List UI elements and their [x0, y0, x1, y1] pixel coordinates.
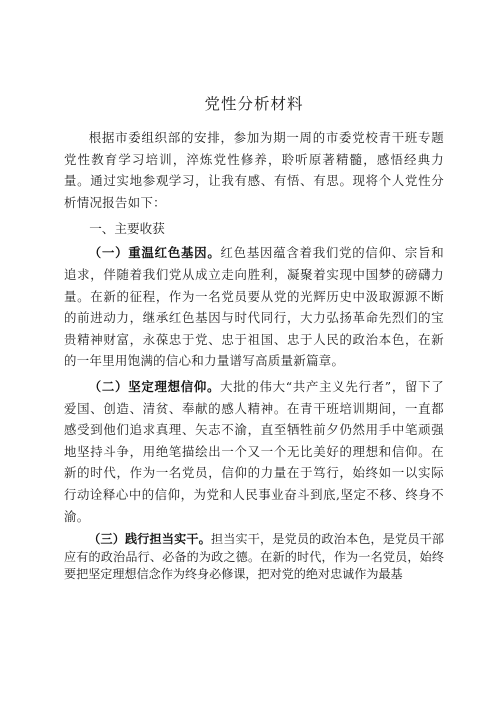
intro-paragraph: 根据市委组织部的安排，参加为期一周的市委党校青干班专题党性教育学习培训，淬炼党性修养，聆听原著精髓，感悟经典力量。通过实地参观学习，让我有感、有悟、有思。现将个人党性分析情况报告如下： [64, 130, 444, 210]
paragraph-lead-red-gene: （一）重温红色基因。 [88, 245, 221, 261]
paragraph-red-gene [64, 242, 444, 372]
paragraph-body-responsibility: 担当实干，是党员的政治本色，是党员干部应有的政治品行、必备的为政之德。在新的时代，作为一名党员，始终要把坚定理想信念作为终身必修课，把对党的绝对忠诚作为最基 [64, 532, 444, 582]
section-heading-main-gains: 一、主要收获 [89, 221, 165, 237]
paragraph-body-ideals: 大批的伟大“共产主义先行者”，留下了爱国、创造、清贫、奉献的感人精神。在青干班培训期间，一直都感受到他们追求真理、矢志不渝，直至牺牲前夕仍然用手中笔顽强地坚持斗争，用绝笔描绘出一个又一个无比美好的理想和信仰。在新的时代，作为一名党员，信仰的力量在于笃行，始终如一以实际行动诠释心中的信仰，为党和人民事业奋斗到底,坚定不移、终身不渝。 [64, 378, 445, 524]
paragraph-body-red-gene: 红色基因蕴含着我们党的信仰、宗旨和追求，伴随着我们党从成立走向胜利，凝聚着实现中国梦的磅礴力量。在新的征程，作为一名党员要从党的光辉历史中汲取源源不断的前进动力，继承红色基因与时代同行，大力弘扬革命先烈们的宝贵精神财富，永葆忠于党、忠于祖国、忠于人民的政治本色，在新的一年里用饱满的信心和力量谱写高质量新篇章。 [64, 245, 445, 369]
paragraph-ideals [64, 376, 444, 527]
paragraph-lead-responsibility: （三）践行担当实干。 [88, 532, 211, 547]
spacer [64, 213, 444, 217]
paragraph-lead-ideals: （二）坚定理想信仰。 [88, 378, 221, 394]
paragraph-responsibility [64, 531, 444, 584]
document-title: 党性分析材料 [204, 95, 304, 113]
